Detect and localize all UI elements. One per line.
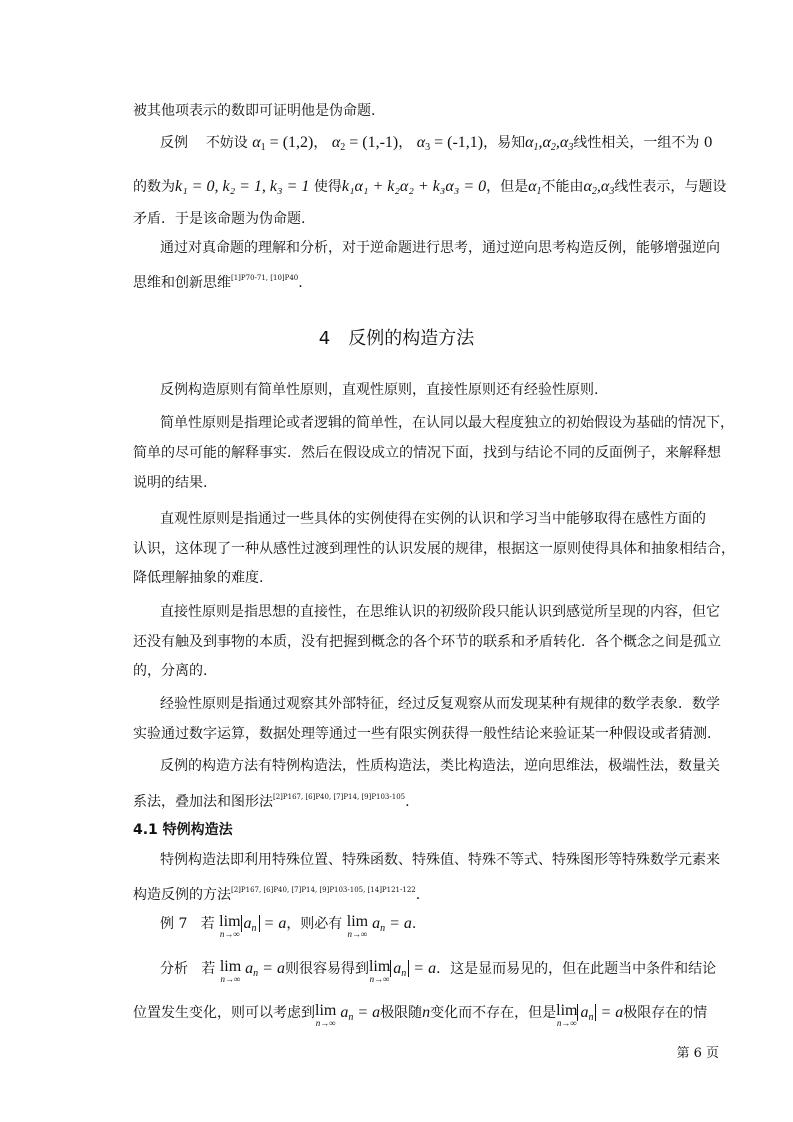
direct-principle-line-2: 还没有触及到事物的本质，没有把握到概念的各个环节的联系和矛盾转化．各个概念之间是孤立 xyxy=(133,634,721,650)
citation: [2]P167, [6]P40, [7]P14, [9]P103-105, [14]P121-122 xyxy=(231,886,416,894)
text-fragment: 系法，叠加法和图形法 xyxy=(133,794,273,810)
paragraph-intro: 被其他项表示的数即可证明他是伪命题. xyxy=(133,103,376,119)
simple-principle-line-2: 简单的尽可能的解释事实．然后在假设成立的情况下面，找到与结论不同的反面例子，来解释想 xyxy=(133,445,721,461)
text-fragment: 构造反例的方法 xyxy=(133,887,231,903)
limit-abs-expression: lim n→∞ $a_n = a$ xyxy=(556,1002,624,1028)
text-fragment: ，但是 xyxy=(486,179,529,195)
text-fragment: 线性表示，与题设 xyxy=(614,179,727,195)
section-title: 4 反例的构造方法 xyxy=(318,328,475,349)
citation: [1]P70-71, [10]P40 xyxy=(231,274,299,282)
text-fragment: 极限随 xyxy=(380,1005,423,1021)
analysis-line-1 xyxy=(160,959,716,984)
text-fragment: 的数为 xyxy=(133,179,175,195)
alpha1-definition: $\alpha_1 = (1,2)$ xyxy=(252,134,314,153)
example-label: 例 7 xyxy=(160,916,188,932)
special-method-line-2: 构造反例的方法$^{[2]P167, [6]P40, [7]P14, [9]P103-105, [14]P121-122}$. xyxy=(133,886,421,903)
alpha3-definition: $\alpha_3 = (-1,1)$ xyxy=(416,134,484,153)
limit-abs-expression: lim n→∞ $a_n = a$ xyxy=(368,958,437,984)
principles-paragraph: 反例构造原则有简单性原则，直观性原则，直接性原则还有经验性原则. xyxy=(160,382,599,398)
text-fragment: 若 xyxy=(201,961,216,977)
text-fragment: 使得 xyxy=(313,179,342,195)
methods-line-2: 系法，叠加法和图形法$^{[2]P167, [6]P40, [7]P14, [9]P103-105}$. xyxy=(133,793,410,810)
example-7: 例 7 若 lim n→∞ $a_n = a$，则必有 lim n→∞ $a_n = a$. xyxy=(160,913,417,939)
text-fragment: ．这是显而易见的，但在此题当中条件和结论 xyxy=(436,961,717,977)
alpha1: $\alpha_1$ xyxy=(528,178,542,197)
simple-principle-line-3: 说明的结果. xyxy=(133,475,208,491)
experience-principle-line-2: 实验通过数字运算，数据处理等通过一些有限实例获得一般性结论来验证某一种假设或者猜测. xyxy=(133,726,712,742)
counterexample-line-2 xyxy=(133,177,726,202)
analysis-line-2 xyxy=(133,1003,707,1028)
simple-principle-line-1: 简单性原则是指理论或者逻辑的简单性，在认同以最大程度独立的初始假设为基础的情况下， xyxy=(160,415,734,431)
limit-abs-expression: lim n→∞ $a_n = a$ xyxy=(219,913,287,939)
special-method-line-1: 特例构造法即利用特殊位置、特殊函数、特殊值、特殊不等式、特殊图形等特殊数学元素来 xyxy=(160,852,720,868)
direct-principle-line-1: 直接性原则是指思想的直接性，在思维认识的初级阶段只能认识到感觉所呈现的内容，但它 xyxy=(160,604,720,620)
methods-line-1: 反例的构造方法有特例构造法，性质构造法，类比构造法，逆向思维法，极端性法，数量关 xyxy=(160,758,720,774)
page-number: 第 6 页 xyxy=(676,1046,719,1061)
text-fragment: 极限存在的情 xyxy=(623,1005,708,1021)
counterexample-line-1: 反例 不妨设 $\alpha_1 = (1,2)$， $\alpha_2 = (1,-1)$， $\alpha_3 = (-1,1)$，易知$\alpha_1,\alpha_2,\alpha_3$线性相关，一组不为 0 xyxy=(160,134,713,153)
text-fragment: 变化而不存在，但是 xyxy=(430,1005,557,1021)
alpha2-definition: $\alpha_2 = (1,-1)$ xyxy=(331,134,399,153)
k-values: k₁ = 0, k₂ = 1, k₃ = 1 xyxy=(175,178,310,195)
subsection-title: 4.1 特例构造法 xyxy=(133,822,233,838)
counterexample-line-3: 矛盾．于是该命题为伪命题. xyxy=(133,211,306,227)
reverse-thinking-line-1: 通过对真命题的理解和分析，对于逆命题进行思考，通过逆向思考构造反例，能够增强逆向 xyxy=(160,240,720,256)
alpha-vectors: $\alpha_1,\alpha_2,\alpha_3$ xyxy=(525,134,574,153)
text-fragment: 不妨设 xyxy=(205,135,248,151)
text-fragment: 若 xyxy=(200,916,215,932)
text-fragment: 思维和创新思维 xyxy=(133,275,231,291)
text-fragment: ，则必有 xyxy=(286,916,343,932)
reverse-thinking-line-2: 思维和创新思维$^{[1]P70-71, [10]P40}$. xyxy=(133,274,303,291)
variable-n: n xyxy=(422,1004,431,1021)
intuitive-principle-line-2: 认识，这体现了一种从感性过渡到理性的认识发展的规律，根据这一原则使得具体和抽象相结合， xyxy=(133,541,735,557)
text-fragment: 线性相关，一组不为 0 xyxy=(573,135,713,151)
limit-expression: lim n→∞ $a_n = a$ xyxy=(219,958,285,984)
text-fragment: ，易知 xyxy=(483,135,526,151)
counterexample-label: 反例 xyxy=(160,135,188,151)
analysis-label: 分析 xyxy=(160,961,188,977)
experience-principle-line-1: 经验性原则是指通过观察其外部特征，经过反复观察从而发现某种有规律的数学表象．数学 xyxy=(160,696,720,712)
alpha2-alpha3: $\alpha_2,\alpha_3$ xyxy=(583,178,615,197)
text-fragment: 不能由 xyxy=(541,179,584,195)
limit-expression: lim n→∞ $a_n = a$ xyxy=(315,1002,381,1028)
direct-principle-line-3: 的，分离的. xyxy=(133,663,208,679)
intuitive-principle-line-1: 直观性原则是指通过一些具体的实例使得在实例的认识和学习当中能够取得在感性方面的 xyxy=(160,511,706,527)
linear-combination: k₁α₁ + k₂α₂ + k₃α₃ = 0 xyxy=(341,178,487,195)
limit-expression: lim n→∞ $a_n = a$ xyxy=(346,913,412,939)
text-fragment: 位置发生变化，则可以考虑到 xyxy=(133,1005,315,1021)
text-fragment: 则很容易得到 xyxy=(284,961,369,977)
citation: [2]P167, [6]P40, [7]P14, [9]P103-105 xyxy=(273,793,406,801)
intuitive-principle-line-3: 降低理解抽象的难度. xyxy=(133,570,264,586)
